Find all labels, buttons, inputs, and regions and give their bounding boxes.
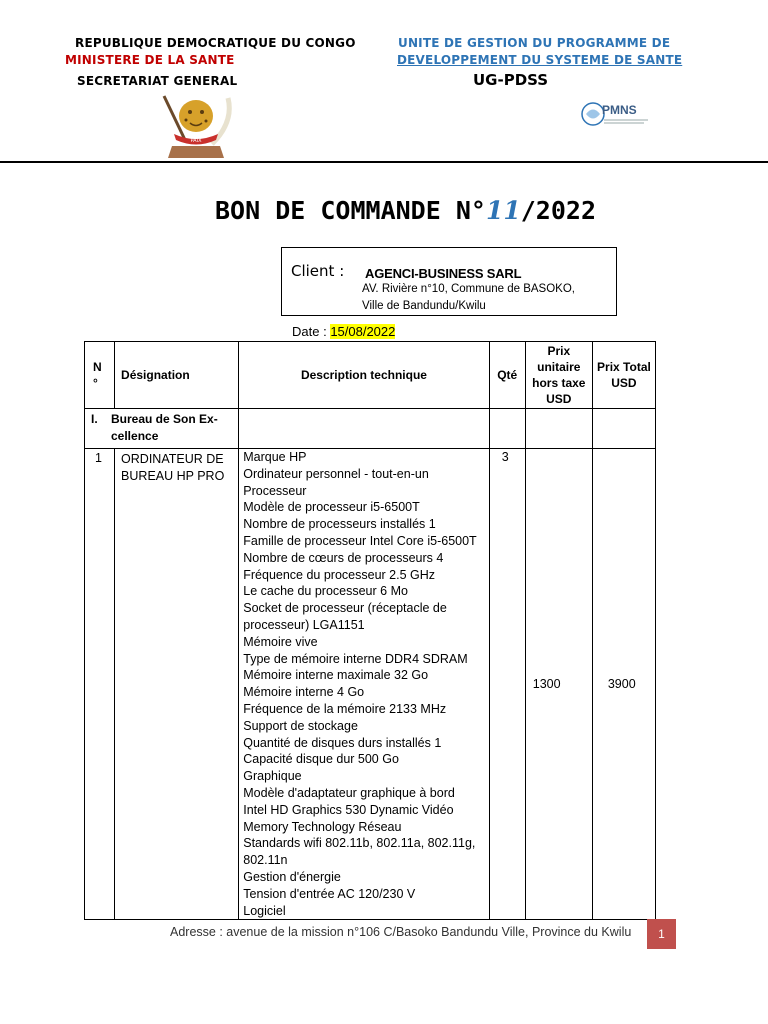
description-line: Fréquence du processeur 2.5 GHz: [243, 567, 436, 582]
description-line: Ordinateur personnel - tout-en-un: [243, 466, 429, 481]
section-empty-cell: [489, 409, 525, 449]
description-line: Socket de processeur (réceptacle de: [243, 601, 447, 616]
section-empty-cell: [239, 409, 489, 449]
row-quantity: 3: [489, 449, 525, 920]
description-line: Capacité disque dur 500 Go: [243, 752, 399, 767]
row-designation: ORDINATEUR DE BUREAU HP PRO: [115, 449, 239, 920]
description-line: Fréquence de la mémoire 2133 MHz: [243, 701, 447, 716]
ministry-name: MINISTERE DE LA SANTE: [65, 53, 235, 67]
row-number: 1: [85, 449, 115, 920]
footer-address: Adresse : avenue de la mission n°106 C/Basoko Bandundu Ville, Province du Kwilu: [170, 925, 632, 939]
order-date: [292, 324, 395, 339]
section-cell: [85, 409, 239, 449]
secretariat-name: SECRETARIAT GENERAL: [77, 74, 238, 88]
row-unit-price: 1300: [525, 449, 592, 920]
description-line: Graphique: [243, 769, 302, 784]
table-row: [85, 449, 656, 920]
client-name: AGENCI-BUSINESS SARL: [365, 266, 522, 281]
description-line: Tension d'entrée AC 120/230 V: [243, 886, 416, 901]
client-label: Client :: [291, 262, 345, 280]
header-number: N °: [85, 342, 115, 409]
client-address-line2: Ville de Bandundu/Kwilu: [362, 300, 486, 312]
description-line: Nombre de cœurs de processeurs 4: [243, 550, 444, 565]
description-line: Le cache du processeur 6 Mo: [243, 584, 408, 599]
row-description: [239, 449, 489, 920]
description-line: Nombre de processeurs installés 1: [243, 517, 436, 532]
description-line: Standards wifi 802.11b, 802.11a, 802.11g,: [243, 836, 476, 851]
description-line: Marque HP: [243, 450, 307, 464]
description-line: Famille de processeur Intel Core i5-6500T: [243, 533, 477, 548]
description-line: Memory Technology Réseau: [243, 819, 402, 834]
table-header-row: [85, 342, 656, 409]
coat-of-arms-emblem: [150, 92, 242, 160]
pmns-logo-text: PMNS: [602, 103, 637, 117]
description-line: Type de mémoire interne DDR4 SDRAM: [243, 651, 468, 666]
description-line: Logiciel: [243, 903, 286, 918]
unit-name-line2: DEVELOPPEMENT DU SYSTEME DE SANTE: [397, 53, 683, 67]
title-year: /2022: [520, 196, 596, 225]
unit-name-line1: UNITE DE GESTION DU PROGRAMME DE: [398, 36, 671, 50]
pmns-logo: [578, 99, 650, 129]
description-line: Quantité de disques durs installés 1: [243, 735, 442, 750]
page-number: 1: [647, 919, 676, 949]
order-table: [84, 341, 656, 920]
emblem-motto: PAIX: [190, 138, 202, 144]
section-empty-cell: [525, 409, 592, 449]
section-name: Bureau de Son Ex-cellence: [111, 412, 218, 443]
description-line: Mémoire vive: [243, 634, 318, 649]
header-description: Description technique: [239, 342, 489, 409]
description-line: 802.11n: [243, 853, 288, 868]
row-total-price: 3900: [592, 449, 655, 920]
description-line: Intel HD Graphics 530 Dynamic Vidéo: [243, 802, 454, 817]
order-number: 11: [485, 196, 521, 225]
description-line: Mémoire interne maximale 32 Go: [243, 668, 429, 683]
page-title: [215, 196, 596, 225]
header-total-price: Prix Total USD: [592, 342, 655, 409]
header-designation: Désignation: [115, 342, 239, 409]
section-label: I.: [91, 412, 98, 426]
title-prefix: BON DE COMMANDE N°: [215, 196, 486, 225]
description-line: Modèle de processeur i5-6500T: [243, 500, 420, 515]
section-empty-cell: [592, 409, 655, 449]
section-row: [85, 409, 656, 449]
header-quantity: Qté: [489, 342, 525, 409]
country-name: REPUBLIQUE DEMOCRATIQUE DU CONGO: [75, 36, 356, 50]
header-divider: [0, 161, 768, 163]
description-line: processeur) LGA1151: [243, 617, 365, 632]
client-address-line1: AV. Rivière n°10, Commune de BASOKO,: [362, 283, 575, 295]
description-line: Support de stockage: [243, 718, 358, 733]
description-line: Mémoire interne 4 Go: [243, 685, 365, 700]
description-line: Modèle d'adaptateur graphique à bord: [243, 785, 455, 800]
date-value: 15/08/2022: [330, 324, 396, 339]
unit-acronym: UG-PDSS: [473, 71, 549, 89]
description-line: Processeur: [243, 483, 307, 498]
date-label: Date :: [292, 324, 327, 339]
header-unit-price: Prix unitaire hors taxe USD: [525, 342, 592, 409]
client-box: [281, 247, 617, 316]
description-line: Gestion d'énergie: [243, 869, 341, 884]
